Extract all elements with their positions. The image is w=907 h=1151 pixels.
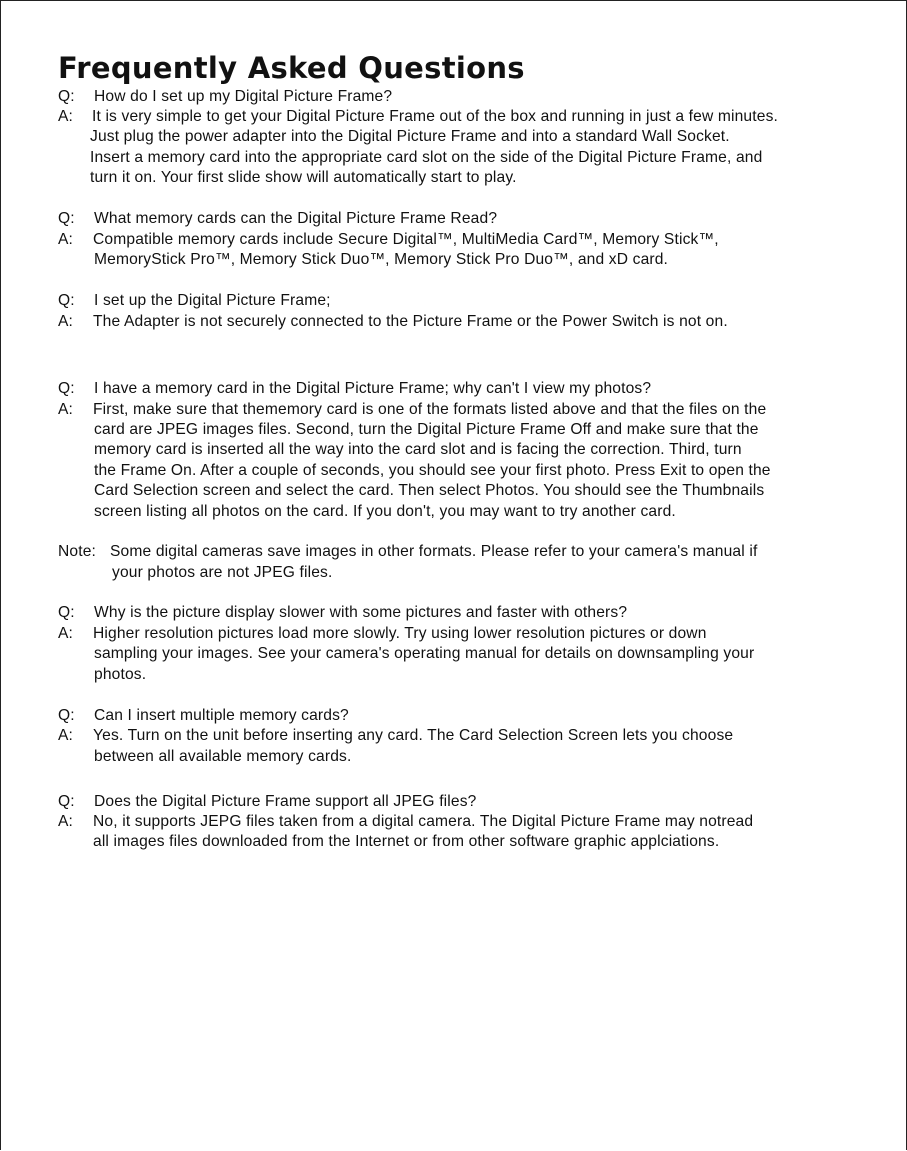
question-text: I set up the Digital Picture Frame; xyxy=(94,292,331,309)
a-prefix: A: xyxy=(58,727,74,744)
faq-question-6 xyxy=(58,706,349,726)
note-prefix: Note: xyxy=(58,543,97,560)
a-prefix: A: xyxy=(58,401,74,418)
question-text: I have a memory card in the Digital Picture Frame; why can't I view my photos? xyxy=(94,380,652,397)
answer-line: It is very simple to get your Digital Picture Frame out of the box and running in just a few minutes. xyxy=(92,108,778,125)
question-text: Can I insert multiple memory cards? xyxy=(94,707,349,724)
answer-line: Just plug the power adapter into the Digital Picture Frame and into a standard Wall Socket. xyxy=(90,128,730,145)
a-prefix: A: xyxy=(58,313,74,330)
faq-answer-5 xyxy=(58,624,707,644)
q-prefix: Q: xyxy=(58,88,75,105)
answer-line: Higher resolution pictures load more slowly. Try using lower resolution pictures or down xyxy=(93,625,707,642)
a-prefix: A: xyxy=(58,108,74,125)
answer-line: all images files downloaded from the Internet or from other software graphic applciations. xyxy=(93,833,720,850)
answer-line: the Frame On. After a couple of seconds, you should see your first photo. Press Exit to open the xyxy=(94,462,771,479)
q-prefix: Q: xyxy=(58,292,75,309)
answer-line: Yes. Turn on the unit before inserting any card. The Card Selection Screen lets you choose xyxy=(93,727,734,744)
faq-question-4 xyxy=(58,379,651,399)
answer-line: sampling your images. See your camera's operating manual for details on downsampling your xyxy=(94,645,755,662)
answer-line: turn it on. Your first slide show will automatically start to play. xyxy=(90,169,517,186)
answer-line: The Adapter is not securely connected to the Picture Frame or the Power Switch is not on. xyxy=(93,313,728,330)
faq-answer-1 xyxy=(58,107,778,127)
question-text: How do I set up my Digital Picture Frame? xyxy=(94,88,393,105)
faq-question-5 xyxy=(58,603,627,623)
faq-answer-6 xyxy=(58,726,733,746)
answer-line: Insert a memory card into the appropriate card slot on the side of the Digital Picture Frame, and xyxy=(90,149,763,166)
answer-line: Compatible memory cards include Secure Digital™, MultiMedia Card™, Memory Stick™, xyxy=(93,231,719,248)
answer-line: photos. xyxy=(94,666,147,683)
question-text: Why is the picture display slower with some pictures and faster with others? xyxy=(94,604,628,621)
faq-answer-3 xyxy=(58,312,728,332)
answer-line: between all available memory cards. xyxy=(94,748,352,765)
answer-line: card are JPEG images files. Second, turn the Digital Picture Frame Off and make sure that the xyxy=(94,421,759,438)
faq-answer-2 xyxy=(58,230,719,250)
page-title: Frequently Asked Questions xyxy=(58,51,525,85)
a-prefix: A: xyxy=(58,813,74,830)
q-prefix: Q: xyxy=(58,210,75,227)
answer-line: screen listing all photos on the card. If you don't, you may want to try another card. xyxy=(94,503,676,520)
a-prefix: A: xyxy=(58,231,74,248)
answer-line: No, it supports JEPG files taken from a digital camera. The Digital Picture Frame may notread xyxy=(93,813,754,830)
faq-question-7 xyxy=(58,792,477,812)
answer-line: MemoryStick Pro™, Memory Stick Duo™, Memory Stick Pro Duo™, and xD card. xyxy=(94,251,669,268)
answer-line: memory card is inserted all the way into the card slot and is facing the correction. Third, turn xyxy=(94,441,742,458)
q-prefix: Q: xyxy=(58,380,75,397)
question-text: What memory cards can the Digital Picture Frame Read? xyxy=(94,210,498,227)
faq-answer-4 xyxy=(58,400,766,420)
note-line: Some digital cameras save images in other formats. Please refer to your camera's manual if xyxy=(110,543,758,560)
q-prefix: Q: xyxy=(58,604,75,621)
note xyxy=(58,542,757,562)
faq-question-1 xyxy=(58,87,392,107)
q-prefix: Q: xyxy=(58,707,75,724)
question-text: Does the Digital Picture Frame support all JPEG files? xyxy=(94,793,477,810)
answer-line: Card Selection screen and select the card. Then select Photos. You should see the Thumbnails xyxy=(94,482,765,499)
a-prefix: A: xyxy=(58,625,74,642)
answer-line: First, make sure that thememory card is one of the formats listed above and that the files on the xyxy=(93,401,767,418)
q-prefix: Q: xyxy=(58,793,75,810)
faq-question-2 xyxy=(58,209,497,229)
note-line: your photos are not JPEG files. xyxy=(112,564,333,581)
faq-answer-7 xyxy=(58,812,753,832)
faq-question-3 xyxy=(58,291,331,311)
